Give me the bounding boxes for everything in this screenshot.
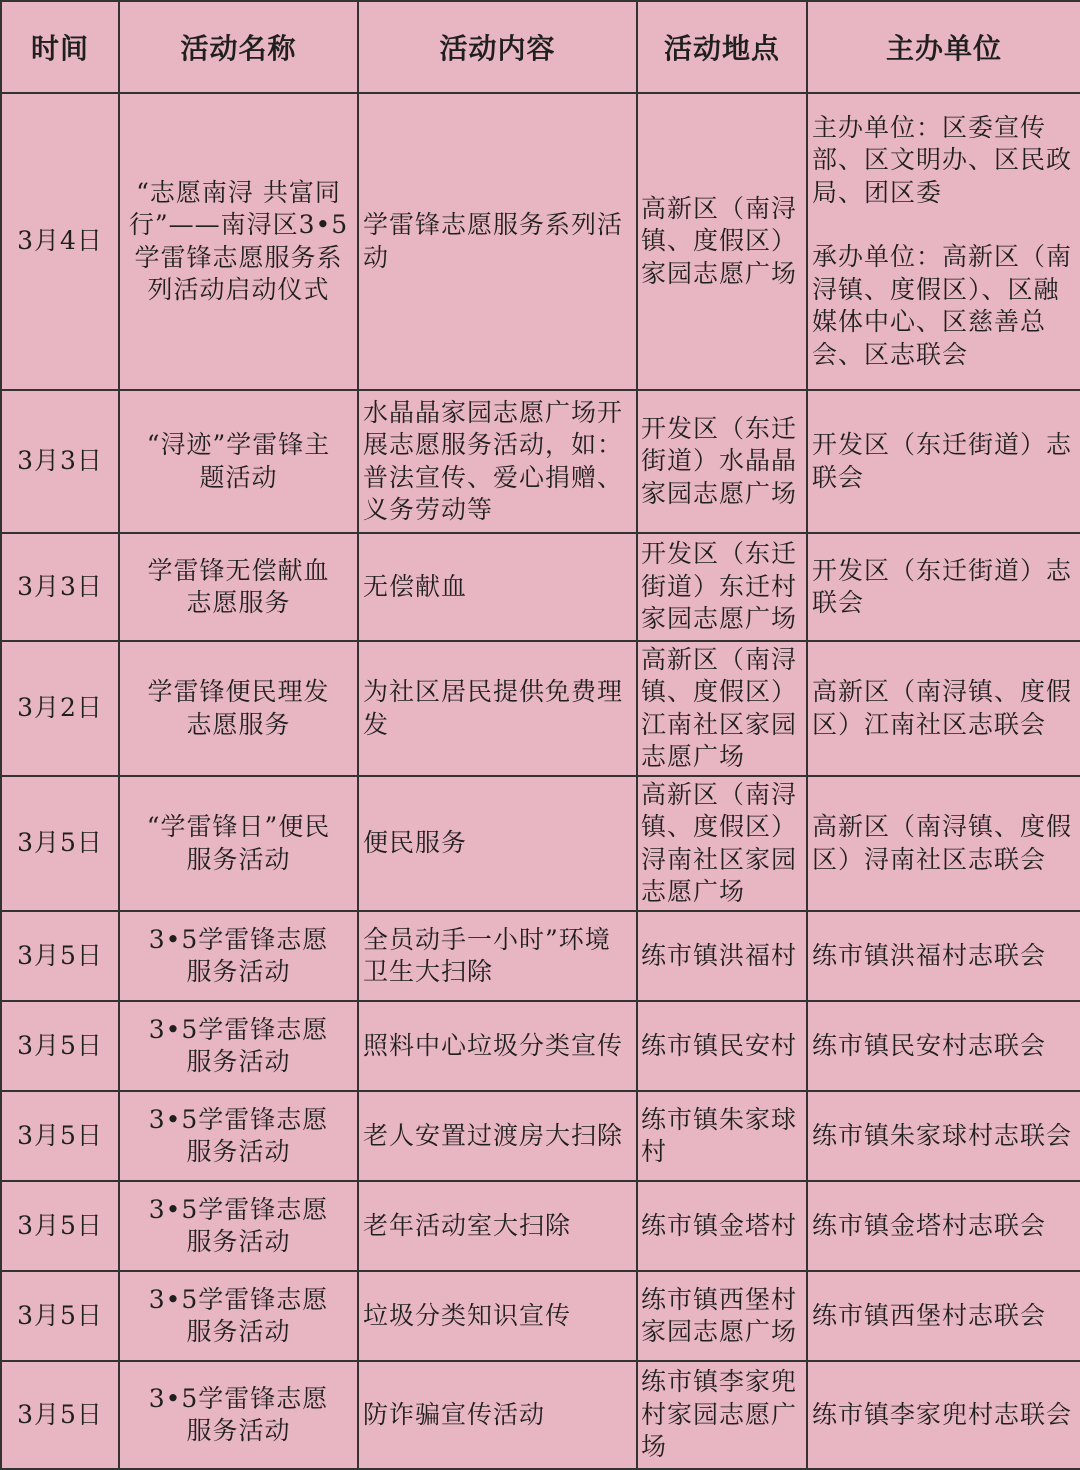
cell-activity-name: 3•5学雷锋志愿服务活动: [119, 1091, 358, 1181]
cell-date: 3月5日: [1, 1181, 119, 1271]
table-row: [1, 1361, 1080, 1469]
cell-activity-location: 高新区（南浔镇、度假区）浔南社区家园志愿广场: [637, 776, 807, 911]
cell-activity-name: 学雷锋无偿献血志愿服务: [119, 533, 358, 641]
table-row: [1, 911, 1080, 1001]
cell-organizer: 练市镇金塔村志联会: [807, 1181, 1080, 1271]
table-row: [1, 1001, 1080, 1091]
cell-activity-name: “志愿南浔 共富同行”——南浔区3•5学雷锋志愿服务系列活动启动仪式: [119, 93, 358, 390]
header-activity-name: 活动名称: [119, 1, 358, 93]
cell-activity-content: 全员动手一小时”环境卫生大扫除: [358, 911, 637, 1001]
table-row: [1, 641, 1080, 776]
cell-organizer: [807, 93, 1080, 390]
table-row: [1, 93, 1080, 390]
cell-activity-content: 便民服务: [358, 776, 637, 911]
organizer-spacer: [812, 209, 1076, 241]
organizer-host-text: 主办单位：区委宣传部、区文明办、区民政局、团区委: [812, 112, 1073, 207]
cell-activity-content: 无偿献血: [358, 533, 637, 641]
cell-date: 3月3日: [1, 390, 119, 533]
organizer-undertaker-text: 承办单位：高新区（南浔镇、度假区）、区融媒体中心、区慈善总会、区志联会: [812, 242, 1073, 369]
header-organizer: 主办单位: [807, 1, 1080, 93]
cell-organizer: 练市镇民安村志联会: [807, 1001, 1080, 1091]
cell-date: 3月5日: [1, 1361, 119, 1469]
cell-organizer: 高新区（南浔镇、度假区）浔南社区志联会: [807, 776, 1080, 911]
cell-activity-name: 3•5学雷锋志愿服务活动: [119, 1271, 358, 1361]
header-time: 时间: [1, 1, 119, 93]
cell-activity-location: 练市镇民安村: [637, 1001, 807, 1091]
cell-activity-content: 为社区居民提供免费理发: [358, 641, 637, 776]
cell-organizer: 练市镇李家兜村志联会: [807, 1361, 1080, 1469]
header-activity-content: 活动内容: [358, 1, 637, 93]
cell-activity-name: “学雷锋日”便民服务活动: [119, 776, 358, 911]
cell-organizer: 练市镇朱家球村志联会: [807, 1091, 1080, 1181]
table-row: [1, 390, 1080, 533]
cell-organizer: 练市镇西堡村志联会: [807, 1271, 1080, 1361]
cell-activity-location: 练市镇朱家球村: [637, 1091, 807, 1181]
cell-organizer: 练市镇洪福村志联会: [807, 911, 1080, 1001]
cell-activity-location: 开发区（东迁街道）东迁村家园志愿广场: [637, 533, 807, 641]
table-row: [1, 776, 1080, 911]
cell-activity-location: 练市镇洪福村: [637, 911, 807, 1001]
header-activity-location: 活动地点: [637, 1, 807, 93]
cell-activity-name: 3•5学雷锋志愿服务活动: [119, 1001, 358, 1091]
cell-activity-location: 练市镇金塔村: [637, 1181, 807, 1271]
cell-activity-content: 老人安置过渡房大扫除: [358, 1091, 637, 1181]
cell-activity-content: 垃圾分类知识宣传: [358, 1271, 637, 1361]
cell-activity-name: 3•5学雷锋志愿服务活动: [119, 1181, 358, 1271]
table-row: [1, 1181, 1080, 1271]
table-row: [1, 533, 1080, 641]
cell-activity-content: 防诈骗宣传活动: [358, 1361, 637, 1469]
cell-activity-location: 高新区（南浔镇、度假区）家园志愿广场: [637, 93, 807, 390]
cell-organizer: 开发区（东迁街道）志联会: [807, 390, 1080, 533]
cell-date: 3月5日: [1, 1001, 119, 1091]
cell-activity-content: 水晶晶家园志愿广场开展志愿服务活动，如：普法宣传、爱心捐赠、义务劳动等: [358, 390, 637, 533]
cell-date: 3月3日: [1, 533, 119, 641]
cell-date: 3月5日: [1, 1271, 119, 1361]
cell-organizer: 开发区（东迁街道）志联会: [807, 533, 1080, 641]
cell-activity-location: 开发区（东迁街道）水晶晶家园志愿广场: [637, 390, 807, 533]
cell-organizer: 高新区（南浔镇、度假区）江南社区志联会: [807, 641, 1080, 776]
cell-activity-content: 老年活动室大扫除: [358, 1181, 637, 1271]
cell-activity-name: “浔迹”学雷锋主题活动: [119, 390, 358, 533]
cell-date: 3月4日: [1, 93, 119, 390]
table-header-row: [1, 1, 1080, 93]
cell-date: 3月5日: [1, 1091, 119, 1181]
cell-date: 3月5日: [1, 911, 119, 1001]
cell-activity-content: 学雷锋志愿服务系列活动: [358, 93, 637, 390]
cell-activity-location: 高新区（南浔镇、度假区）江南社区家园志愿广场: [637, 641, 807, 776]
table-row: [1, 1091, 1080, 1181]
cell-activity-name: 学雷锋便民理发志愿服务: [119, 641, 358, 776]
cell-activity-location: 练市镇李家兜村家园志愿广场: [637, 1361, 807, 1469]
cell-date: 3月2日: [1, 641, 119, 776]
cell-date: 3月5日: [1, 776, 119, 911]
cell-activity-location: 练市镇西堡村家园志愿广场: [637, 1271, 807, 1361]
table-row: [1, 1271, 1080, 1361]
cell-activity-name: 3•5学雷锋志愿服务活动: [119, 1361, 358, 1469]
cell-activity-name: 3•5学雷锋志愿服务活动: [119, 911, 358, 1001]
cell-activity-content: 照料中心垃圾分类宣传: [358, 1001, 637, 1091]
